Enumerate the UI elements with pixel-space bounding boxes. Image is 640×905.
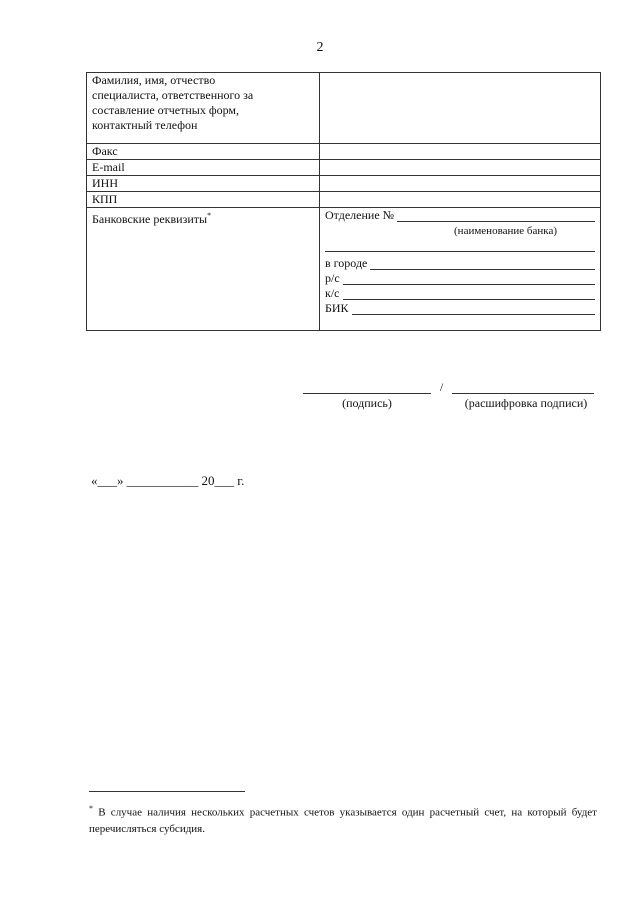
signature-caption: (подпись) xyxy=(342,396,392,410)
signature-decode-field[interactable] xyxy=(452,381,594,394)
table-row-email xyxy=(87,160,601,176)
signature-block xyxy=(303,380,600,411)
account-field[interactable] xyxy=(343,273,595,285)
page-number: 2 xyxy=(316,40,324,55)
table-row-responsible xyxy=(87,73,601,144)
kpp-value-cell[interactable] xyxy=(320,192,601,208)
city-line xyxy=(325,256,595,271)
fax-value-cell[interactable] xyxy=(320,144,601,160)
table-row-inn xyxy=(87,176,601,192)
requisites-table xyxy=(86,72,601,331)
signature-field[interactable] xyxy=(303,381,431,394)
footnote-text: В случае наличия нескольких расчетных счетов указывается один расчетный счет, на который будет перечисляться субсидия. xyxy=(89,806,597,835)
signature-decode-caption: (расшифровка подписи) xyxy=(464,396,588,410)
fax-label: Факс xyxy=(87,144,320,160)
city-label: в городе xyxy=(325,256,368,270)
branch-field[interactable] xyxy=(397,210,595,222)
corr-account-field[interactable] xyxy=(343,288,596,300)
branch-line xyxy=(325,208,595,223)
footnote-divider xyxy=(89,791,245,792)
bank-name-caption: (наименование банка) xyxy=(454,225,557,237)
bik-field[interactable] xyxy=(352,303,595,315)
date-line[interactable]: «___» ___________ 20___ г. xyxy=(91,473,245,488)
kpp-label: КПП xyxy=(87,192,320,208)
bik-label: БИК xyxy=(325,301,349,315)
corr-account-label: к/с xyxy=(325,286,340,300)
city-field[interactable] xyxy=(370,258,595,270)
bik-line xyxy=(325,301,595,316)
caption-gap xyxy=(431,396,452,411)
inn-value-cell[interactable] xyxy=(320,176,601,192)
table-row-kpp xyxy=(87,192,601,208)
email-value-cell[interactable] xyxy=(320,160,601,176)
table-row-fax xyxy=(87,144,601,160)
bank-name-field[interactable] xyxy=(325,239,595,252)
bank-footnote-mark: * xyxy=(207,211,212,220)
bank-label-cell xyxy=(87,208,320,331)
responsible-label: Фамилия, имя, отчество специалиста, ответственного за составление отчетных форм, контактный телефон xyxy=(87,73,320,144)
corr-account-line xyxy=(325,286,595,301)
responsible-value-cell[interactable] xyxy=(320,73,601,144)
inn-label: ИНН xyxy=(87,176,320,192)
signature-captions xyxy=(303,396,600,411)
account-label: р/с xyxy=(325,271,340,285)
account-line xyxy=(325,271,595,286)
email-label: E-mail xyxy=(87,160,320,176)
bank-label: Банковские реквизиты xyxy=(92,212,208,226)
signature-separator: / xyxy=(439,380,444,394)
signature-lines xyxy=(303,380,600,394)
bank-details-cell xyxy=(320,208,601,331)
footnote-mark: * xyxy=(89,804,93,813)
footnote xyxy=(89,801,597,837)
table-row-bank xyxy=(87,208,601,331)
branch-label: Отделение № xyxy=(325,208,395,222)
